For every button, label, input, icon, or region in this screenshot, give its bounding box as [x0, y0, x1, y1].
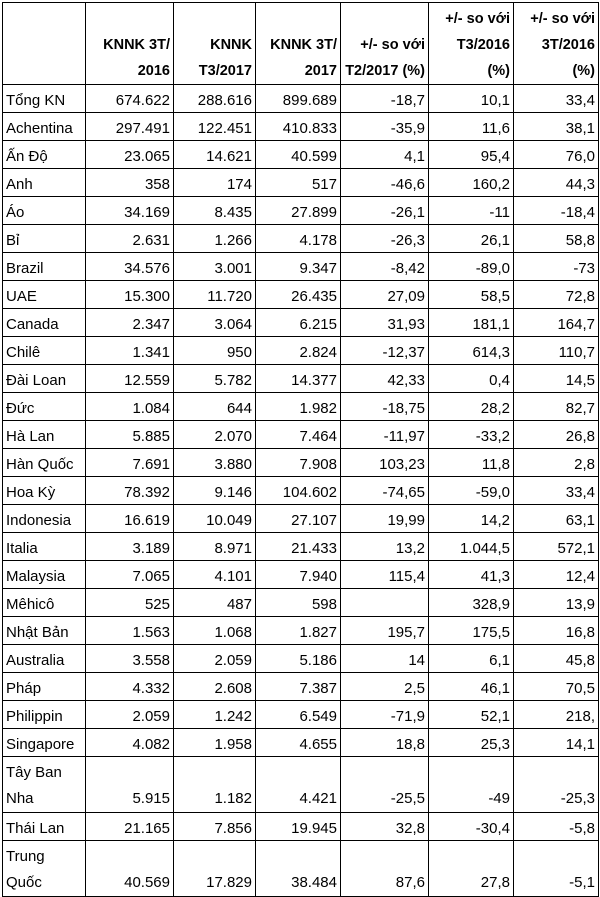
value-cell: 8.435: [174, 197, 256, 225]
value-cell: 195,7: [341, 617, 429, 645]
value-cell: 950: [174, 337, 256, 365]
value-cell: -18,7: [341, 85, 429, 113]
table-row: [3, 337, 599, 365]
value-cell: 2.070: [174, 421, 256, 449]
value-cell: 27.899: [256, 197, 341, 225]
value-cell: 4,1: [341, 141, 429, 169]
value-cell: 26,1: [429, 225, 514, 253]
value-cell: 115,4: [341, 561, 429, 589]
value-cell: 11.720: [174, 281, 256, 309]
value-cell: 40.599: [256, 141, 341, 169]
value-cell: 4.655: [256, 729, 341, 757]
value-cell: 41,3: [429, 561, 514, 589]
value-cell: 1.084: [86, 393, 174, 421]
value-cell: 7.464: [256, 421, 341, 449]
value-cell: 1.044,5: [429, 533, 514, 561]
value-cell: 110,7: [514, 337, 599, 365]
value-cell: 4.101: [174, 561, 256, 589]
value-cell: 3.880: [174, 449, 256, 477]
value-cell: -12,37: [341, 337, 429, 365]
value-cell: 899.689: [256, 85, 341, 113]
value-cell: -73: [514, 253, 599, 281]
value-cell: 4.421: [256, 757, 341, 813]
value-cell: 44,3: [514, 169, 599, 197]
value-cell: 5.915: [86, 757, 174, 813]
value-cell: 33,4: [514, 85, 599, 113]
value-cell: 17.829: [174, 841, 256, 897]
country-cell: Hoa Kỳ: [3, 477, 86, 505]
value-cell: 2.608: [174, 673, 256, 701]
value-cell: 31,93: [341, 309, 429, 337]
table-header-row: [3, 3, 599, 85]
value-cell: 174: [174, 169, 256, 197]
country-cell: Tây Ban Nha: [3, 757, 86, 813]
value-cell: -18,4: [514, 197, 599, 225]
value-cell: 3.064: [174, 309, 256, 337]
table-row: [3, 701, 599, 729]
table-row: [3, 813, 599, 841]
value-cell: 58,8: [514, 225, 599, 253]
value-cell: 26.435: [256, 281, 341, 309]
value-cell: -5,8: [514, 813, 599, 841]
header-knnk-3t-2016: KNNK 3T/ 2016: [86, 3, 174, 85]
country-cell: Ấn Độ: [3, 141, 86, 169]
value-cell: 525: [86, 589, 174, 617]
country-cell: Canada: [3, 309, 86, 337]
value-cell: 1.266: [174, 225, 256, 253]
value-cell: 1.242: [174, 701, 256, 729]
country-cell: Bỉ: [3, 225, 86, 253]
value-cell: 6.215: [256, 309, 341, 337]
value-cell: 14,2: [429, 505, 514, 533]
value-cell: 288.616: [174, 85, 256, 113]
table-row: [3, 113, 599, 141]
table-row: [3, 673, 599, 701]
value-cell: 58,5: [429, 281, 514, 309]
value-cell: 46,1: [429, 673, 514, 701]
value-cell: [341, 589, 429, 617]
header-knnk-t3-2017: KNNK T3/2017: [174, 3, 256, 85]
value-cell: 52,1: [429, 701, 514, 729]
country-cell: Tổng KN: [3, 85, 86, 113]
value-cell: 4.332: [86, 673, 174, 701]
header-blank: [3, 3, 86, 85]
value-cell: 13,2: [341, 533, 429, 561]
value-cell: 2,5: [341, 673, 429, 701]
value-cell: 2.059: [86, 701, 174, 729]
value-cell: 517: [256, 169, 341, 197]
value-cell: 5.885: [86, 421, 174, 449]
value-cell: 15.300: [86, 281, 174, 309]
country-cell: Singapore: [3, 729, 86, 757]
table-row: [3, 141, 599, 169]
value-cell: 3.558: [86, 645, 174, 673]
table-row: [3, 533, 599, 561]
country-cell: Chilê: [3, 337, 86, 365]
value-cell: 38.484: [256, 841, 341, 897]
country-cell: Thái Lan: [3, 813, 86, 841]
value-cell: 9.146: [174, 477, 256, 505]
value-cell: 0,4: [429, 365, 514, 393]
country-cell: Hà Lan: [3, 421, 86, 449]
table-row: [3, 757, 599, 813]
value-cell: 33,4: [514, 477, 599, 505]
value-cell: 10.049: [174, 505, 256, 533]
value-cell: 14: [341, 645, 429, 673]
value-cell: 181,1: [429, 309, 514, 337]
value-cell: 26,8: [514, 421, 599, 449]
value-cell: 32,8: [341, 813, 429, 841]
table-row: [3, 169, 599, 197]
value-cell: 6.549: [256, 701, 341, 729]
value-cell: 7.387: [256, 673, 341, 701]
value-cell: -49: [429, 757, 514, 813]
table-row: [3, 617, 599, 645]
country-cell: Hàn Quốc: [3, 449, 86, 477]
table-row: [3, 477, 599, 505]
table-row: [3, 449, 599, 477]
value-cell: 175,5: [429, 617, 514, 645]
table-row: [3, 393, 599, 421]
country-cell: Áo: [3, 197, 86, 225]
import-data-table: [2, 2, 599, 897]
value-cell: 572,1: [514, 533, 599, 561]
country-cell: Philippin: [3, 701, 86, 729]
value-cell: -26,3: [341, 225, 429, 253]
table-row: [3, 281, 599, 309]
value-cell: 7.691: [86, 449, 174, 477]
table-row: [3, 253, 599, 281]
value-cell: -11,97: [341, 421, 429, 449]
value-cell: 1.068: [174, 617, 256, 645]
value-cell: 12,4: [514, 561, 599, 589]
value-cell: 4.082: [86, 729, 174, 757]
value-cell: 6,1: [429, 645, 514, 673]
value-cell: 13,9: [514, 589, 599, 617]
value-cell: -74,65: [341, 477, 429, 505]
value-cell: -71,9: [341, 701, 429, 729]
value-cell: 19,99: [341, 505, 429, 533]
country-cell: Brazil: [3, 253, 86, 281]
value-cell: 2.347: [86, 309, 174, 337]
header-knnk-3t-2017: KNNK 3T/ 2017: [256, 3, 341, 85]
value-cell: 3.001: [174, 253, 256, 281]
value-cell: -35,9: [341, 113, 429, 141]
value-cell: -11: [429, 197, 514, 225]
value-cell: 19.945: [256, 813, 341, 841]
value-cell: 38,1: [514, 113, 599, 141]
country-cell: Trung Quốc: [3, 841, 86, 897]
value-cell: 34.576: [86, 253, 174, 281]
value-cell: 16.619: [86, 505, 174, 533]
value-cell: 1.341: [86, 337, 174, 365]
value-cell: 3.189: [86, 533, 174, 561]
value-cell: -25,5: [341, 757, 429, 813]
table-row: [3, 85, 599, 113]
table-row: [3, 225, 599, 253]
value-cell: 1.958: [174, 729, 256, 757]
country-cell: Italia: [3, 533, 86, 561]
value-cell: -30,4: [429, 813, 514, 841]
country-cell: Pháp: [3, 673, 86, 701]
value-cell: 218,: [514, 701, 599, 729]
value-cell: -89,0: [429, 253, 514, 281]
value-cell: 14,1: [514, 729, 599, 757]
value-cell: 2,8: [514, 449, 599, 477]
country-cell: UAE: [3, 281, 86, 309]
table-row: [3, 197, 599, 225]
value-cell: 23.065: [86, 141, 174, 169]
value-cell: 328,9: [429, 589, 514, 617]
value-cell: 25,3: [429, 729, 514, 757]
value-cell: 8.971: [174, 533, 256, 561]
value-cell: -46,6: [341, 169, 429, 197]
value-cell: 4.178: [256, 225, 341, 253]
value-cell: 2.059: [174, 645, 256, 673]
value-cell: 122.451: [174, 113, 256, 141]
value-cell: 7.908: [256, 449, 341, 477]
value-cell: -25,3: [514, 757, 599, 813]
value-cell: 1.182: [174, 757, 256, 813]
value-cell: 27,8: [429, 841, 514, 897]
value-cell: -18,75: [341, 393, 429, 421]
value-cell: 16,8: [514, 617, 599, 645]
country-cell: Achentina: [3, 113, 86, 141]
value-cell: 5.782: [174, 365, 256, 393]
value-cell: 2.824: [256, 337, 341, 365]
table-row: [3, 421, 599, 449]
value-cell: 1.827: [256, 617, 341, 645]
value-cell: 11,8: [429, 449, 514, 477]
value-cell: 82,7: [514, 393, 599, 421]
table-row: [3, 309, 599, 337]
value-cell: 87,6: [341, 841, 429, 897]
table-body: [3, 85, 599, 897]
value-cell: 10,1: [429, 85, 514, 113]
value-cell: 410.833: [256, 113, 341, 141]
value-cell: 95,4: [429, 141, 514, 169]
value-cell: 76,0: [514, 141, 599, 169]
header-change-vs-t3-2016: +/- so với T3/2016 (%): [429, 3, 514, 85]
value-cell: 21.165: [86, 813, 174, 841]
country-cell: Australia: [3, 645, 86, 673]
value-cell: 644: [174, 393, 256, 421]
value-cell: 614,3: [429, 337, 514, 365]
value-cell: 28,2: [429, 393, 514, 421]
value-cell: 78.392: [86, 477, 174, 505]
value-cell: 104.602: [256, 477, 341, 505]
value-cell: -8,42: [341, 253, 429, 281]
country-cell: Malaysia: [3, 561, 86, 589]
value-cell: 297.491: [86, 113, 174, 141]
value-cell: 5.186: [256, 645, 341, 673]
value-cell: 7.940: [256, 561, 341, 589]
value-cell: 160,2: [429, 169, 514, 197]
value-cell: 42,33: [341, 365, 429, 393]
country-cell: Đức: [3, 393, 86, 421]
value-cell: 14.621: [174, 141, 256, 169]
table-row: [3, 589, 599, 617]
value-cell: 18,8: [341, 729, 429, 757]
value-cell: 2.631: [86, 225, 174, 253]
value-cell: -5,1: [514, 841, 599, 897]
value-cell: 27.107: [256, 505, 341, 533]
country-cell: Mêhicô: [3, 589, 86, 617]
value-cell: 487: [174, 589, 256, 617]
table-row: [3, 645, 599, 673]
value-cell: 12.559: [86, 365, 174, 393]
value-cell: 674.622: [86, 85, 174, 113]
value-cell: -59,0: [429, 477, 514, 505]
table-row: [3, 841, 599, 897]
table-row: [3, 505, 599, 533]
value-cell: -33,2: [429, 421, 514, 449]
table-row: [3, 561, 599, 589]
value-cell: 164,7: [514, 309, 599, 337]
country-cell: Nhật Bản: [3, 617, 86, 645]
value-cell: 14,5: [514, 365, 599, 393]
value-cell: 40.569: [86, 841, 174, 897]
country-cell: Anh: [3, 169, 86, 197]
value-cell: 45,8: [514, 645, 599, 673]
value-cell: 1.982: [256, 393, 341, 421]
table-row: [3, 729, 599, 757]
country-cell: Indonesia: [3, 505, 86, 533]
header-change-vs-t2-2017: +/- so với T2/2017 (%): [341, 3, 429, 85]
country-cell: Đài Loan: [3, 365, 86, 393]
value-cell: 14.377: [256, 365, 341, 393]
value-cell: 598: [256, 589, 341, 617]
value-cell: 11,6: [429, 113, 514, 141]
table-row: [3, 365, 599, 393]
value-cell: 7.856: [174, 813, 256, 841]
value-cell: 358: [86, 169, 174, 197]
value-cell: 1.563: [86, 617, 174, 645]
value-cell: 7.065: [86, 561, 174, 589]
value-cell: 9.347: [256, 253, 341, 281]
value-cell: 70,5: [514, 673, 599, 701]
value-cell: 21.433: [256, 533, 341, 561]
value-cell: -26,1: [341, 197, 429, 225]
value-cell: 72,8: [514, 281, 599, 309]
value-cell: 27,09: [341, 281, 429, 309]
value-cell: 63,1: [514, 505, 599, 533]
header-change-vs-3t-2016: +/- so với 3T/2016 (%): [514, 3, 599, 85]
value-cell: 103,23: [341, 449, 429, 477]
value-cell: 34.169: [86, 197, 174, 225]
